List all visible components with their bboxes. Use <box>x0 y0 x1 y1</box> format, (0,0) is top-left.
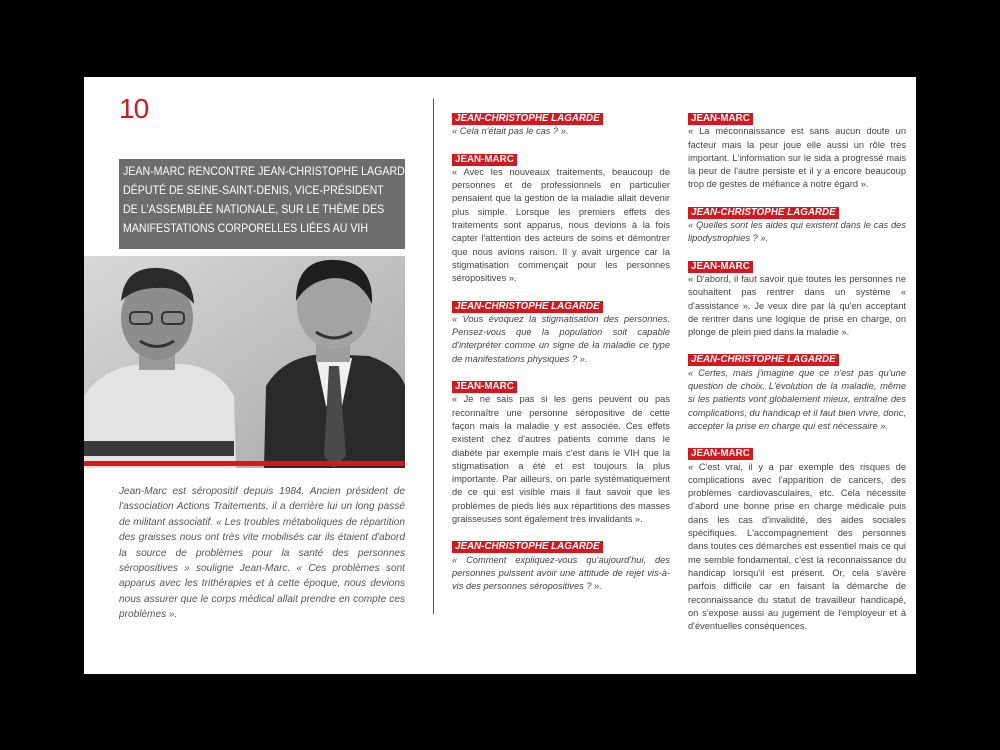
interview-column-right <box>688 112 906 647</box>
speaker-label: JEAN-CHRISTOPHE LAGARDE <box>688 354 839 366</box>
page-number: 10 <box>119 93 149 124</box>
interview-exchange <box>688 260 906 340</box>
column-divider <box>433 99 434 614</box>
headline-line: DÉPUTÉ DE SEINE-SAINT-DENIS, VICE-PRÉSIDENT <box>123 183 384 197</box>
answer-text: « Je ne sais pas si les gens peuvent ou pas reconnaître une personne séropositive de cette façon mais la maladie y est associée. Ces effets existent chez d'autres patients comme dans le diabète par exemple mais c'est dans le VIH que la stigmatisation a été et est toujours la plus importante. Par ailleurs, on parle systématiquement de ce qui est visible mais il faut savoir que les problèmes de pieds liés aux répartitions des masses graisseuses sont également très invalidants ». <box>452 394 670 525</box>
interview-exchange <box>452 300 670 366</box>
answer-text: « D'abord, il faut savoir que toutes les personnes ne souhaitent pas rentrer dans un système « d'assistance ». Je veux dire par là qu'en acceptant de rentrer dans une logique de prise en charge, on plonge de plein pied dans la maladie ». <box>688 273 906 338</box>
interview-exchange <box>688 206 906 246</box>
portrait-illustration <box>84 256 405 468</box>
speaker-label: JEAN-MARC <box>452 381 517 393</box>
interview-exchange <box>452 540 670 593</box>
speaker-label: JEAN-CHRISTOPHE LAGARDE <box>452 301 603 313</box>
interview-column-middle <box>452 112 670 608</box>
question-text: « Cela n'était pas le cas ? ». <box>452 126 569 137</box>
interview-exchange <box>452 112 670 139</box>
question-text: « Certes, mais j'imagine que ce n'est pas qu'une question de choix. L'évolution de la maladie, même si les patients vont globalement mieux, entraîne des complications, du handicap et il faut bien vivre, donc, accepter la prise en charge qui est nécessaire ». <box>688 367 906 431</box>
speaker-label: JEAN-CHRISTOPHE LAGARDE <box>688 207 839 219</box>
interview-exchange <box>688 112 906 192</box>
question-text: « Comment expliquez-vous qu'aujourd'hui, des personnes puissent avoir une attitude de rejet vis-à-vis des personnes séropositives ? ». <box>452 554 670 592</box>
portrait-photo <box>84 256 405 468</box>
interview-exchange <box>688 353 906 433</box>
headline-line: JEAN-MARC RENCONTRE JEAN-CHRISTOPHE LAGARDE, <box>123 164 415 178</box>
speaker-label: JEAN-MARC <box>688 448 753 460</box>
question-text: « Quelles sont les aides qui existent dans le cas des lipodystrophies ? ». <box>688 220 906 244</box>
headline-box <box>119 159 415 249</box>
interview-exchange <box>452 380 670 526</box>
headline-line: MANIFESTATIONS CORPORELLES LIÉES AU VIH <box>123 221 369 235</box>
speaker-label: JEAN-MARC <box>688 261 753 273</box>
speaker-label: JEAN-MARC <box>688 113 753 125</box>
answer-text: « La méconnaissance est sans aucun doute un facteur mais la peur joue elle aussi un rôle très important. L'information sur le sida a progressé mais la peur de l'autre persiste et il y a encore beaucoup trop de gestes de méfiance à notre égard ». <box>688 126 906 190</box>
question-text: « Vous évoquez la stigmatisation des personnes. Pensez-vous que la population soit capable d'interpréter comme un signe de la maladie ce type de manifestations physiques ? ». <box>452 313 670 364</box>
magazine-page <box>84 77 916 674</box>
interview-exchange <box>688 447 906 633</box>
answer-text: « C'est vrai, il y a par exemple des risques de complications avec l'apparition de cancers, des problèmes cardiovasculaires, etc. Cela nécessite d'abord une bonne prise en charge médicale puis dans les cas d'invalidité, des aides sociales spécifiques. L'accompagnement des personnes dans toutes ces démarches est essentiel mais ce qui me semble fondamental, c'est la reconnaissance du handicap lorsqu'il est présent. Or, cela s'avère parfois difficile car en faisant la démarche de reconnaissance du statut de travailleur handicapé, on s'expose aussi au jugement de l'employeur et à d'éventuelles conséquences. <box>688 461 906 632</box>
photo-accent-bar <box>84 461 405 466</box>
interview-exchange <box>452 153 670 286</box>
speaker-label: JEAN-MARC <box>452 154 517 166</box>
speaker-label: JEAN-CHRISTOPHE LAGARDE <box>452 541 603 553</box>
speaker-label: JEAN-CHRISTOPHE LAGARDE <box>452 113 603 125</box>
answer-text: « Avec les nouveaux traitements, beaucoup de personnes et de professionnels en particulier pensaient que la gestion de la maladie allait devenir plus simple. Lorsque les premiers effets des traitements sont apparus, nous devions à la fois capter l'attention des acteurs de soins et démontrer que nous avions raison. Il y avait urgence car la stigmatisation commençait pour les personnes séropositives ». <box>452 166 670 284</box>
photo-caption: Jean-Marc est séropositif depuis 1984. Ancien président de l'association Actions Traitements, il a derrière lui un long passé de militant associatif. « Les troubles métaboliques de répartition des graisses nous ont très vite mobilisés car ils étaient d'abord la source de problèmes pour la santé des personnes séropositives » souligne Jean-Marc. « Ces problèmes sont apparus avec les trithérapies et à cette époque, nous devions nous assurer que le corps médical allait prendre en compte ces problèmes ». <box>119 486 405 621</box>
headline-line: DE L'ASSEMBLÉE NATIONALE, SUR LE THÈME DES <box>123 202 385 216</box>
